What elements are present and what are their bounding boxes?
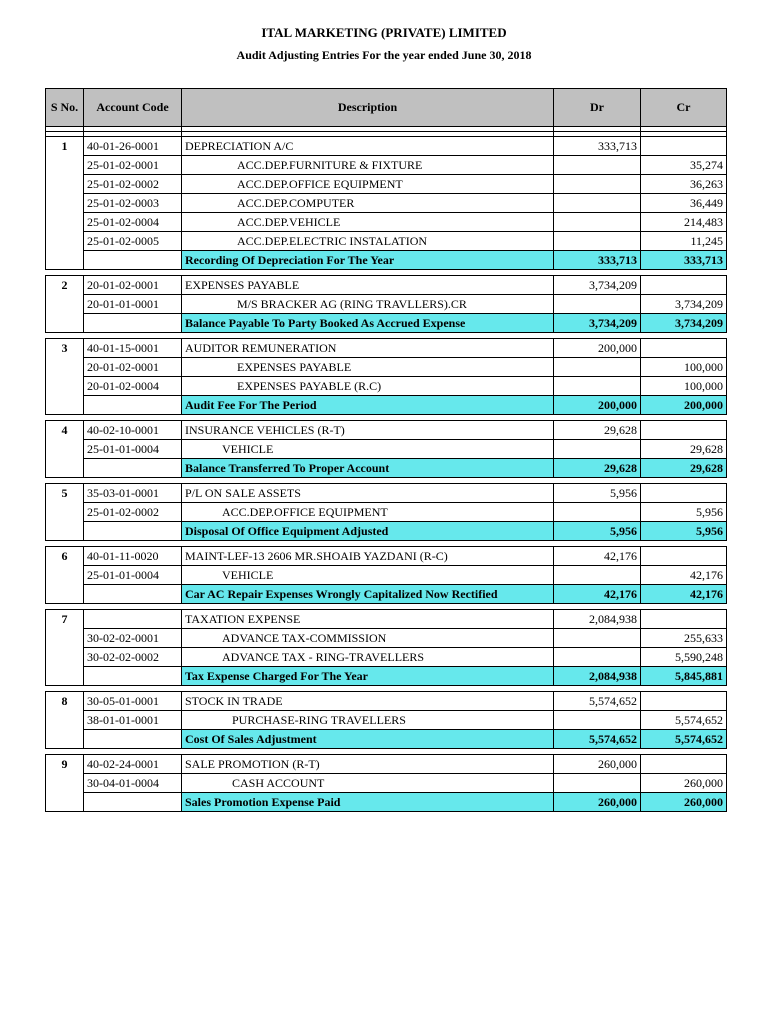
entry-description: M/S BRACKER AG (RING TRAVLLERS).CR <box>182 295 554 314</box>
entry-description: EXPENSES PAYABLE <box>182 358 554 377</box>
table-row <box>46 610 727 629</box>
total-narration: Balance Payable To Party Booked As Accrued Expense <box>182 314 554 333</box>
table-row <box>46 194 727 213</box>
table-header-row <box>46 89 727 127</box>
table-row <box>46 232 727 251</box>
total-credit: 3,734,209 <box>641 314 727 333</box>
account-code: 30-04-01-0004 <box>84 774 182 793</box>
total-credit: 5,956 <box>641 522 727 541</box>
credit-amount: 3,734,209 <box>641 295 727 314</box>
table-row <box>46 648 727 667</box>
entry-total-row <box>46 314 727 333</box>
total-narration: Audit Fee For The Period <box>182 396 554 415</box>
report-subtitle: Audit Adjusting Entries For the year ended June 30, 2018 <box>236 48 532 62</box>
debit-amount <box>554 377 641 396</box>
total-debit: 200,000 <box>554 396 641 415</box>
total-credit: 42,176 <box>641 585 727 604</box>
debit-amount <box>554 648 641 667</box>
entry-description: ACC.DEP.OFFICE EQUIPMENT <box>182 175 554 194</box>
credit-amount: 36,263 <box>641 175 727 194</box>
entry-description: ACC.DEP.VEHICLE <box>182 213 554 232</box>
credit-amount: 255,633 <box>641 629 727 648</box>
credit-amount <box>641 421 727 440</box>
debit-amount: 2,084,938 <box>554 610 641 629</box>
entry-total-row <box>46 251 727 270</box>
debit-amount <box>554 194 641 213</box>
debit-amount: 42,176 <box>554 547 641 566</box>
column-header-sno: S No. <box>46 89 84 127</box>
total-narration: Tax Expense Charged For The Year <box>182 667 554 686</box>
debit-amount <box>554 213 641 232</box>
total-debit: 333,713 <box>554 251 641 270</box>
account-code: 25-01-01-0004 <box>84 566 182 585</box>
table-row <box>46 213 727 232</box>
credit-amount: 5,590,248 <box>641 648 727 667</box>
account-code: 38-01-01-0001 <box>84 711 182 730</box>
entry-description: STOCK IN TRADE <box>182 692 554 711</box>
account-code: 25-01-02-0002 <box>84 175 182 194</box>
credit-amount: 29,628 <box>641 440 727 459</box>
account-code: 40-01-26-0001 <box>84 137 182 156</box>
account-code: 30-05-01-0001 <box>84 692 182 711</box>
credit-amount: 5,574,652 <box>641 711 727 730</box>
entry-description: CASH ACCOUNT <box>182 774 554 793</box>
account-code: 20-01-02-0001 <box>84 276 182 295</box>
entry-total-row <box>46 522 727 541</box>
entry-total-row <box>46 459 727 478</box>
entry-number: 5 <box>46 484 84 541</box>
debit-amount: 200,000 <box>554 339 641 358</box>
account-code: 25-01-02-0002 <box>84 503 182 522</box>
total-debit: 5,956 <box>554 522 641 541</box>
account-code: 40-02-10-0001 <box>84 421 182 440</box>
entry-description: DEPRECIATION A/C <box>182 137 554 156</box>
account-code: 20-01-02-0001 <box>84 358 182 377</box>
total-debit: 2,084,938 <box>554 667 641 686</box>
table-row <box>46 421 727 440</box>
account-code-empty <box>84 730 182 749</box>
column-header-cr: Cr <box>641 89 727 127</box>
debit-amount <box>554 503 641 522</box>
table-row <box>46 566 727 585</box>
account-code-empty <box>84 396 182 415</box>
entry-description: ACC.DEP.OFFICE EQUIPMENT <box>182 503 554 522</box>
total-narration: Disposal Of Office Equipment Adjusted <box>182 522 554 541</box>
credit-amount <box>641 137 727 156</box>
table-row <box>46 377 727 396</box>
column-header-dr: Dr <box>554 89 641 127</box>
company-name: ITAL MARKETING (PRIVATE) LIMITED <box>261 25 507 40</box>
account-code-empty <box>84 585 182 604</box>
column-header-description: Description <box>182 89 554 127</box>
debit-amount <box>554 774 641 793</box>
debit-amount <box>554 295 641 314</box>
entry-number: 9 <box>46 755 84 812</box>
total-credit: 200,000 <box>641 396 727 415</box>
total-narration: Recording Of Depreciation For The Year <box>182 251 554 270</box>
total-credit: 5,845,881 <box>641 667 727 686</box>
total-credit: 260,000 <box>641 793 727 812</box>
account-code-empty <box>84 793 182 812</box>
credit-amount: 11,245 <box>641 232 727 251</box>
entry-description: PURCHASE-RING TRAVELLERS <box>182 711 554 730</box>
credit-amount <box>641 755 727 774</box>
table-row <box>46 339 727 358</box>
entry-description: P/L ON SALE ASSETS <box>182 484 554 503</box>
credit-amount: 42,176 <box>641 566 727 585</box>
account-code: 25-01-02-0003 <box>84 194 182 213</box>
table-row <box>46 711 727 730</box>
total-debit: 29,628 <box>554 459 641 478</box>
total-narration: Cost Of Sales Adjustment <box>182 730 554 749</box>
entry-description: INSURANCE VEHICLES (R-T) <box>182 421 554 440</box>
account-code: 25-01-02-0004 <box>84 213 182 232</box>
table-row <box>46 629 727 648</box>
table-row <box>46 440 727 459</box>
table-row <box>46 358 727 377</box>
entry-number: 8 <box>46 692 84 749</box>
account-code: 25-01-02-0001 <box>84 156 182 175</box>
debit-amount <box>554 629 641 648</box>
account-code: 30-02-02-0001 <box>84 629 182 648</box>
entry-total-row <box>46 667 727 686</box>
credit-amount: 100,000 <box>641 358 727 377</box>
entry-description: MAINT-LEF-13 2606 MR.SHOAIB YAZDANI (R-C) <box>182 547 554 566</box>
account-code: 40-01-11-0020 <box>84 547 182 566</box>
credit-amount: 100,000 <box>641 377 727 396</box>
column-header-account-code: Account Code <box>84 89 182 127</box>
table-row <box>46 692 727 711</box>
debit-amount: 29,628 <box>554 421 641 440</box>
table-row <box>46 547 727 566</box>
table-row <box>46 175 727 194</box>
credit-amount <box>641 339 727 358</box>
entry-description: ACC.DEP.FURNITURE & FIXTURE <box>182 156 554 175</box>
entry-description: ACC.DEP.COMPUTER <box>182 194 554 213</box>
entry-description: ADVANCE TAX-COMMISSION <box>182 629 554 648</box>
total-debit: 5,574,652 <box>554 730 641 749</box>
table-row <box>46 276 727 295</box>
account-code: 30-02-02-0002 <box>84 648 182 667</box>
entry-total-row <box>46 585 727 604</box>
credit-amount <box>641 610 727 629</box>
total-debit: 260,000 <box>554 793 641 812</box>
entry-total-row <box>46 793 727 812</box>
account-code: 40-02-24-0001 <box>84 755 182 774</box>
account-code <box>84 610 182 629</box>
credit-amount <box>641 692 727 711</box>
debit-amount <box>554 566 641 585</box>
table-row <box>46 774 727 793</box>
credit-amount <box>641 484 727 503</box>
debit-amount: 5,956 <box>554 484 641 503</box>
debit-amount: 5,574,652 <box>554 692 641 711</box>
credit-amount: 214,483 <box>641 213 727 232</box>
entry-description: VEHICLE <box>182 566 554 585</box>
credit-amount: 260,000 <box>641 774 727 793</box>
table-row <box>46 137 727 156</box>
total-credit: 5,574,652 <box>641 730 727 749</box>
debit-amount <box>554 358 641 377</box>
account-code: 35-03-01-0001 <box>84 484 182 503</box>
credit-amount: 5,956 <box>641 503 727 522</box>
debit-amount: 260,000 <box>554 755 641 774</box>
account-code: 25-01-01-0004 <box>84 440 182 459</box>
credit-amount <box>641 547 727 566</box>
entry-description: ACC.DEP.ELECTRIC INSTALATION <box>182 232 554 251</box>
adjusting-entries-table <box>45 88 727 812</box>
entry-description: EXPENSES PAYABLE (R.C) <box>182 377 554 396</box>
account-code: 25-01-02-0005 <box>84 232 182 251</box>
debit-amount <box>554 156 641 175</box>
total-debit: 42,176 <box>554 585 641 604</box>
entry-total-row <box>46 396 727 415</box>
entry-number: 1 <box>46 137 84 270</box>
account-code-empty <box>84 522 182 541</box>
debit-amount: 333,713 <box>554 137 641 156</box>
debit-amount <box>554 711 641 730</box>
total-debit: 3,734,209 <box>554 314 641 333</box>
account-code-empty <box>84 459 182 478</box>
account-code-empty <box>84 251 182 270</box>
total-narration: Car AC Repair Expenses Wrongly Capitalized Now Rectified <box>182 585 554 604</box>
entry-description: AUDITOR REMUNERATION <box>182 339 554 358</box>
entry-description: SALE PROMOTION (R-T) <box>182 755 554 774</box>
total-credit: 29,628 <box>641 459 727 478</box>
table-row <box>46 156 727 175</box>
entry-number: 6 <box>46 547 84 604</box>
credit-amount <box>641 276 727 295</box>
entry-number: 2 <box>46 276 84 333</box>
entry-number: 4 <box>46 421 84 478</box>
entry-description: TAXATION EXPENSE <box>182 610 554 629</box>
account-code: 20-01-01-0001 <box>84 295 182 314</box>
account-code: 20-01-02-0004 <box>84 377 182 396</box>
debit-amount <box>554 440 641 459</box>
entry-number: 7 <box>46 610 84 686</box>
total-narration: Sales Promotion Expense Paid <box>182 793 554 812</box>
table-row <box>46 503 727 522</box>
table-body <box>46 127 727 812</box>
table-row <box>46 755 727 774</box>
table-row <box>46 295 727 314</box>
entry-description: EXPENSES PAYABLE <box>182 276 554 295</box>
entry-number: 3 <box>46 339 84 415</box>
entry-description: VEHICLE <box>182 440 554 459</box>
debit-amount: 3,734,209 <box>554 276 641 295</box>
total-credit: 333,713 <box>641 251 727 270</box>
debit-amount <box>554 175 641 194</box>
credit-amount: 35,274 <box>641 156 727 175</box>
entry-description: ADVANCE TAX - RING-TRAVELLERS <box>182 648 554 667</box>
debit-amount <box>554 232 641 251</box>
account-code-empty <box>84 314 182 333</box>
account-code-empty <box>84 667 182 686</box>
table-row <box>46 484 727 503</box>
account-code: 40-01-15-0001 <box>84 339 182 358</box>
total-narration: Balance Transferred To Proper Account <box>182 459 554 478</box>
entry-total-row <box>46 730 727 749</box>
credit-amount: 36,449 <box>641 194 727 213</box>
